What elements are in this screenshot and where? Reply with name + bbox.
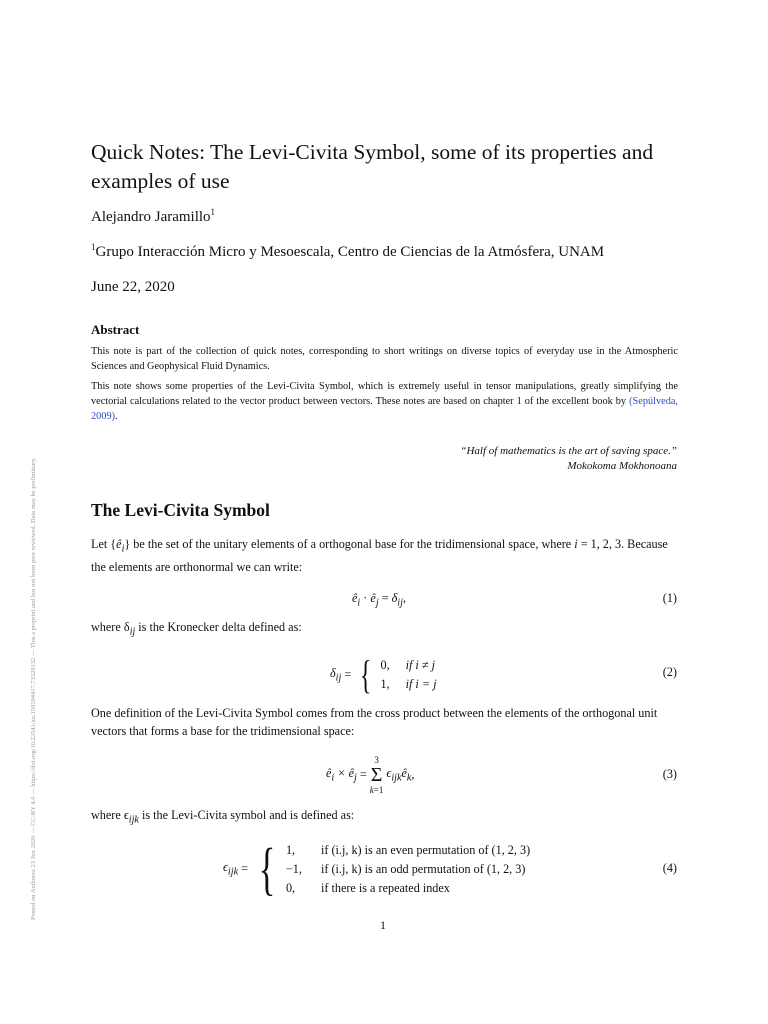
where2-text-b: is the Levi-Civita symbol and is defined as: (138, 808, 355, 822)
body-paragraph-definition: One definition of the Levi-Civita Symbol comes from the cross product between the elements of the orthogonal unit vectors that forms a base for the tridimensional space: (91, 706, 658, 738)
kronecker-case-2: if i = j (405, 677, 437, 691)
equation-3: $ê_i$ × $ê_j = 3$ Σ k=1 $\epsilon_{ijk}ê_k$, (326, 755, 415, 795)
where1-text-a: where δ (91, 620, 130, 634)
equation-2: $\delta_{ij}$ = { 0, if i ≠ j 1, if i = j (330, 652, 437, 697)
epigraph-attribution: Mokokoma Mokhonoana (567, 460, 677, 472)
page-number: 1 (380, 918, 386, 932)
equation-4: $\epsilon_{ijk}$ = { 1, if (i.j, k) is an even permutation of (1, 2, 3) −1, if (i.j, k) is an odd permutation of (1, 2, 3) 0, if there is a repeated index (223, 836, 531, 901)
equation-3-number: (3) (662, 767, 677, 781)
body-paragraph-where-levi-civita: where $\epsilon_{ijk}$ is the Levi-Civita symbol and is defined as: (91, 808, 355, 826)
let-text-c: = 1, 2, 3. Because the elements are orthonormal we can write: (91, 537, 668, 575)
levi-civita-case-2: if (i.j, k) is an odd permutation of (1, 2, 3) (320, 861, 526, 876)
where1-text-b: is the Kronecker delta defined as: (135, 620, 302, 634)
paper-date: June 22, 2020 (91, 279, 175, 295)
citation-link[interactable]: (Sepúlveda, 2009) (91, 396, 678, 422)
equation-1-number: (1) (662, 591, 677, 605)
levi-civita-cases: 1, if (i.j, k) is an even permutation of (1, 2, 3) −1, if (i.j, k) is an odd permutation of (1, 2, 3) 0, if there is a repeated index (285, 842, 531, 895)
affiliation-sup: 1 (91, 242, 96, 252)
section-heading: The Levi-Civita Symbol (91, 500, 270, 520)
abstract-p2-end: . (115, 411, 118, 422)
kronecker-case-1: if i ≠ j (405, 658, 435, 672)
math-i: i (574, 537, 578, 551)
abstract-p2-text: This note shows some properties of the Levi-Civita Symbol, which is extremely useful in tensor manipulations, greatly simplifying the vectorial calculations related to the vector product between vectors. These notes are based on chapter 1 of the excellent book by (91, 381, 678, 407)
where2-text-a: where ϵ (91, 808, 129, 822)
author-line (91, 207, 215, 226)
body-paragraph-where-kronecker: where $\delta_{ij}$ is the Kronecker delta defined as: (91, 620, 302, 638)
paper-title: Quick Notes: The Levi-Civita Symbol, some of its properties and examples of use (91, 140, 654, 193)
let-text-b: } be the set of the unitary elements of a orthogonal base for the tridimensional space, where (124, 537, 575, 551)
author-sup: 1 (210, 207, 216, 217)
affiliation-text: Grupo Interacción Micro y Mesoescala, Centro de Ciencias de la Atmósfera, UNAM (95, 244, 605, 260)
kronecker-cases: 0, if i ≠ j 1, if i = j (380, 658, 437, 691)
body-paragraph-let (91, 535, 678, 576)
summation: 3 Σ k=1 (369, 755, 384, 795)
epigraph-text: “Half of mathematics is the art of saving space.” (460, 445, 677, 457)
equation-1: $ê_i$ · $ê_j = \delta_{ij}$, (352, 591, 406, 609)
author-name: Alejandro Jaramillo (91, 209, 211, 225)
levi-civita-case-3: if there is a repeated index (320, 880, 450, 895)
abstract-paragraph-2 (91, 379, 678, 424)
side-watermark: Posted on Authorea 23 Jun 2020 — CC-BY 4.0 — https://doi.org/10.22541/au.159294417.73329132 — This a preprint and has not been peer reviewed. Data may be preliminary. (30, 457, 37, 920)
left-brace-icon: { (360, 652, 372, 697)
equation-2-number: (2) (662, 665, 677, 679)
math-e-hat-i: $ê_i$ (116, 537, 125, 555)
epigraph (460, 444, 677, 474)
left-brace-icon: { (258, 836, 276, 901)
abstract-paragraph-1: This note is part of the collection of quick notes, corresponding to short writings on diverse topics of everyday use in the Atmospheric Sciences and Geophysical Fluid Dynamics. (91, 346, 678, 372)
levi-civita-case-1: if (i.j, k) is an even permutation of (1, 2, 3) (320, 842, 531, 857)
affiliation-line (91, 242, 604, 261)
equation-4-number: (4) (662, 861, 677, 875)
let-text-a: Let { (91, 537, 117, 551)
abstract-heading: Abstract (91, 322, 140, 337)
